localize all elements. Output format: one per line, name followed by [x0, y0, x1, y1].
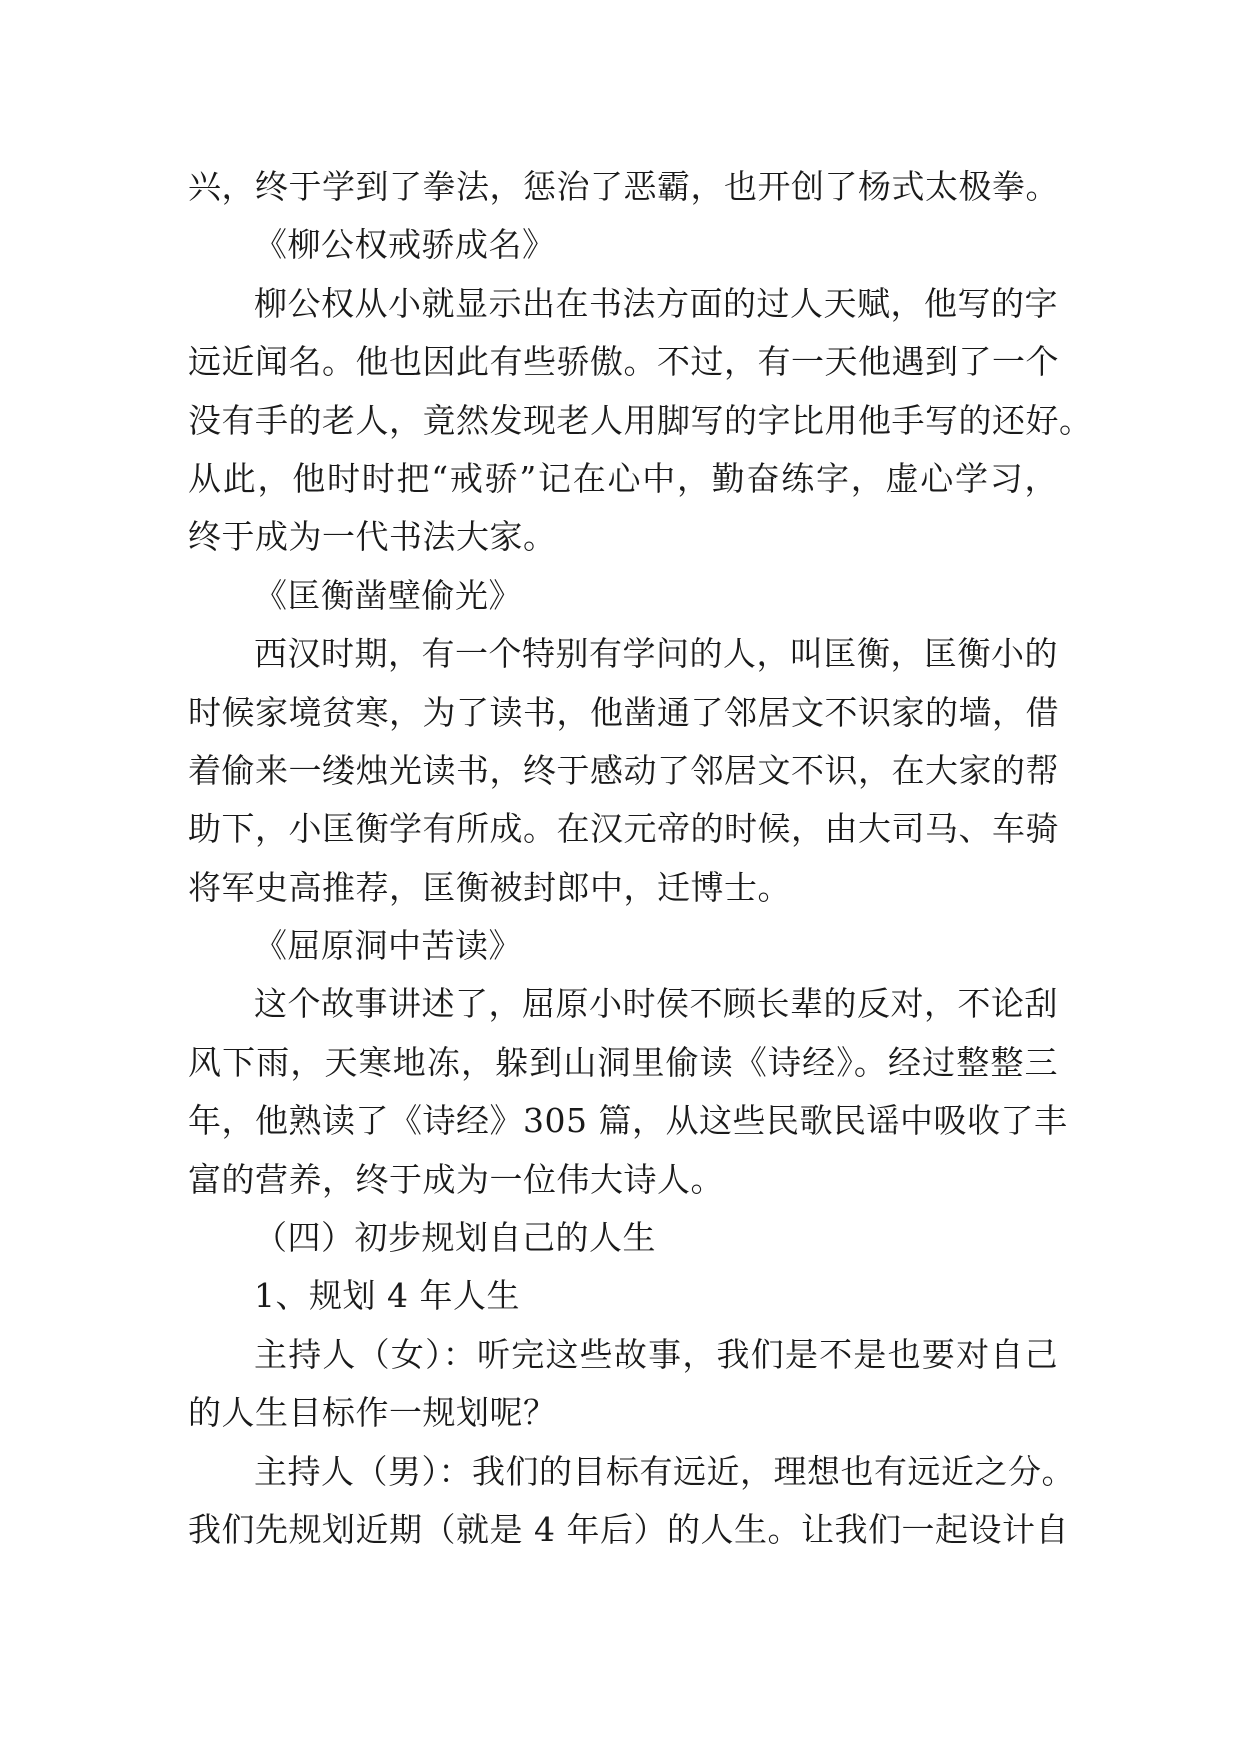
text-line: 终于成为一代书法大家。 — [188, 517, 557, 557]
text-line: 远近闻名。他也因此有些骄傲。不过，有一天他遇到了一个 — [188, 342, 1059, 382]
text-line: 没有手的老人，竟然发现老人用脚写的字比用他手写的还好。 — [188, 400, 1093, 440]
text-line: 着偷来一缕烛光读书，终于感动了邻居文不识，在大家的帮 — [188, 750, 1059, 790]
text-line: 年，他熟读了《诗经》305 篇，从这些民歌民谣中吸收了丰 — [188, 1101, 1068, 1141]
text-line: 《柳公权戒骄成名》 — [254, 225, 556, 265]
text-line: 助下，小匡衡学有所成。在汉元帝的时候，由大司马、车骑 — [188, 809, 1059, 849]
text-line: 西汉时期，有一个特别有学问的人，叫匡衡，匡衡小的 — [254, 634, 1058, 674]
text-line: 风下雨，天寒地冻，躲到山洞里偷读《诗经》。经过整整三 — [188, 1042, 1058, 1082]
text-line: 我们先规划近期（就是 4 年后）的人生。让我们一起设计自 — [188, 1509, 1069, 1549]
text-line: 将军史高推荐，匡衡被封郎中，迁博士。 — [188, 867, 791, 907]
text-line: 从此，他时时把“戒骄”记在心中，勤奋练字，虚心学习， — [188, 458, 1058, 498]
text-line: （四）初步规划自己的人生 — [254, 1218, 656, 1258]
text-line: 的人生目标作一规划呢？ — [188, 1393, 557, 1433]
text-line: 主持人（女）：听完这些故事，我们是不是也要对自己 — [254, 1334, 1058, 1374]
text-line: 《屈原洞中苦读》 — [254, 926, 522, 966]
text-line: 柳公权从小就显示出在书法方面的过人天赋，他写的字 — [254, 283, 1058, 323]
text-line: 主持人（男）：我们的目标有远近，理想也有远近之分。 — [254, 1451, 1075, 1491]
document-page — [188, 158, 1093, 1559]
text-line: 《匡衡凿壁偷光》 — [254, 575, 522, 615]
text-line: 时候家境贫寒，为了读书，他凿通了邻居文不识家的墙，借 — [188, 692, 1059, 732]
text-line: 这个故事讲述了，屈原小时侯不顾长辈的反对，不论刮 — [254, 984, 1058, 1024]
text-line: 富的营养，终于成为一位伟大诗人。 — [188, 1159, 724, 1199]
text-line: 兴，终于学到了拳法，惩治了恶霸，也开创了杨式太极拳。 — [188, 167, 1059, 206]
text-line: 1、规划 4 年人生 — [254, 1276, 520, 1316]
